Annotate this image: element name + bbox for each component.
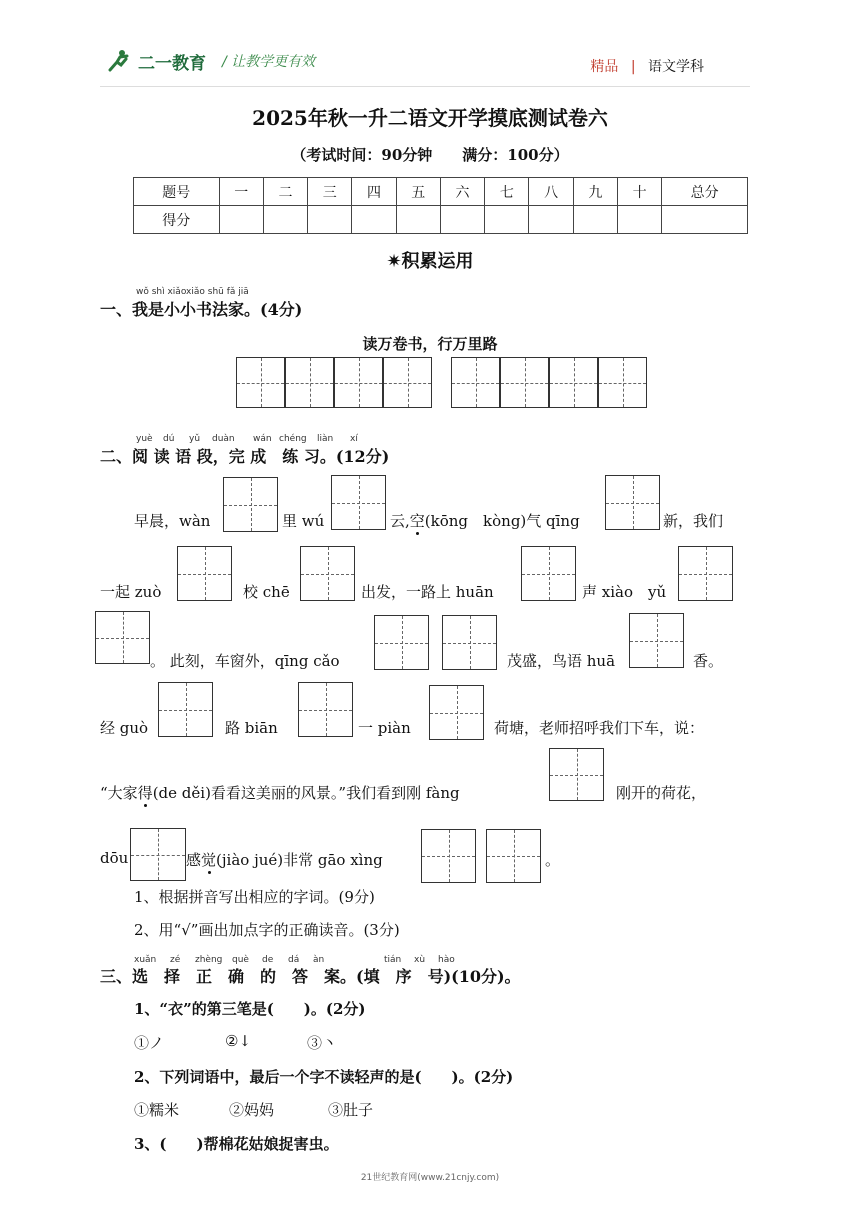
passage-text: [186, 849, 383, 870]
q2-pinyin: xí: [350, 434, 358, 444]
score-cell[interactable]: [529, 206, 573, 234]
score-cell[interactable]: [396, 206, 440, 234]
passage-text: 出发，一路上 huān: [361, 583, 494, 601]
q2-pinyin: wán: [253, 434, 272, 444]
q3-pinyin: xuǎn: [134, 955, 157, 965]
table-row: [134, 206, 748, 234]
option[interactable]: ①ノ: [134, 1034, 165, 1052]
q3-pinyin: dá: [288, 955, 300, 965]
q2-pinyin: chéng: [279, 434, 307, 444]
passage-text: (kōng kòng)气 qīng: [424, 512, 580, 530]
writing-box[interactable]: [383, 357, 432, 408]
table-cell: 六: [440, 178, 484, 206]
passage-text: dōu: [100, 849, 129, 867]
table-cell: 得分: [134, 206, 220, 234]
writing-box[interactable]: [500, 357, 549, 408]
passage-text: 声 xiào yǔ: [582, 583, 667, 601]
passage-text: 。: [545, 851, 561, 869]
dotted-char: 空: [409, 512, 425, 530]
q3-title: 三、选 择 正 确 的 答 案。(填 序 号)(10分)。: [100, 967, 521, 986]
footer-source: 21世纪教育网(www.21cnjy.com): [360, 1173, 500, 1183]
option[interactable]: ②↓: [225, 1032, 252, 1050]
table-cell: 十: [617, 178, 661, 206]
table-cell: 九: [573, 178, 617, 206]
answer-box[interactable]: [331, 475, 386, 530]
q3-pinyin: zé: [170, 955, 181, 965]
score-cell[interactable]: [662, 206, 748, 234]
q3-s1: 1、“衣”的第三笔是( )。(2分): [134, 1000, 366, 1018]
dotted-char: 得: [137, 784, 153, 802]
writing-box[interactable]: [334, 357, 383, 408]
q1-pinyin: wǒ shì xiǎoxiǎo shū fǎ jiā: [136, 287, 249, 297]
q2-pinyin: yuè: [136, 434, 153, 444]
q3-pinyin: de: [262, 955, 274, 965]
option[interactable]: ①糯米: [134, 1101, 180, 1119]
table-cell: 三: [308, 178, 352, 206]
q2-sub1: 1、根据拼音写出相应的字词。(9分): [134, 888, 375, 906]
passage-text: 里 wú: [282, 512, 325, 530]
passage-text: 经 guò: [100, 719, 149, 737]
passage-text: 新，我们: [663, 512, 724, 530]
option[interactable]: ②妈妈: [229, 1101, 275, 1119]
answer-box[interactable]: [223, 477, 278, 532]
runner-icon: [106, 48, 132, 74]
q3-pinyin: xù: [414, 955, 426, 965]
passage-text: 路 biān: [225, 719, 278, 737]
writing-box[interactable]: [598, 357, 647, 408]
q2-pinyin: liàn: [317, 434, 334, 444]
q2-pinyin: dú: [163, 434, 175, 444]
table-cell: 二: [263, 178, 307, 206]
score-cell[interactable]: [440, 206, 484, 234]
section-heading: ✷积累运用: [386, 251, 474, 272]
separator: |: [630, 59, 636, 75]
score-cell[interactable]: [263, 206, 307, 234]
score-cell[interactable]: [573, 206, 617, 234]
q1-title: 一、我是小小书法家。(4分): [100, 300, 303, 319]
answer-box[interactable]: [177, 546, 232, 601]
score-table: [133, 177, 748, 234]
writing-box[interactable]: [549, 357, 598, 408]
q3-pinyin: què: [232, 955, 249, 965]
writing-box[interactable]: [285, 357, 334, 408]
table-cell: 八: [529, 178, 573, 206]
exam-info: （考试时间：90分钟 满分：100分）: [291, 146, 569, 164]
answer-box[interactable]: [605, 475, 660, 530]
passage-text: 茂盛，鸟语 huā: [507, 652, 616, 670]
passage-text: 一起 zuò: [100, 583, 162, 601]
writing-box[interactable]: [451, 357, 500, 408]
table-cell: 七: [485, 178, 529, 206]
logo-text: 二一教育: [138, 53, 206, 74]
option[interactable]: ③肚子: [328, 1101, 374, 1119]
answer-box[interactable]: [521, 546, 576, 601]
answer-box[interactable]: [629, 613, 684, 668]
score-cell[interactable]: [617, 206, 661, 234]
table-cell: 四: [352, 178, 396, 206]
score-cell[interactable]: [485, 206, 529, 234]
passage-text: (de děi)看看这美丽的风景。”我们看到刚 fàng: [152, 784, 460, 802]
answer-box[interactable]: [429, 685, 484, 740]
passage-text: 香。: [693, 652, 724, 670]
passage-text: 感: [186, 851, 202, 869]
answer-box[interactable]: [442, 615, 497, 670]
quality-tag: 精品: [590, 59, 619, 75]
page-title: 2025年秋一升二语文开学摸底测试卷六: [252, 106, 608, 130]
answer-box[interactable]: [374, 615, 429, 670]
table-cell: 一: [219, 178, 263, 206]
passage-text: 。 此刻，车窗外，qīng cǎo: [150, 652, 340, 670]
passage-text: “大家: [100, 784, 138, 802]
slogan: / 让教学更有效: [222, 54, 316, 70]
answer-box[interactable]: [158, 682, 213, 737]
q3-pinyin: hào: [438, 955, 455, 965]
header-tags: [590, 56, 704, 76]
subject-tag: 语文学科: [648, 59, 704, 75]
q3-pinyin: tián: [384, 955, 402, 965]
answer-box[interactable]: [549, 748, 604, 801]
passage-text: 一 piàn: [358, 719, 411, 737]
score-cell[interactable]: [219, 206, 263, 234]
passage-text: 荷塘，老师招呼我们下车，说：: [494, 719, 705, 737]
q2-title: 二、阅 读 语 段，完 成 练 习。(12分): [100, 447, 390, 466]
q3-s2: 2、下列词语中，最后一个字不读轻声的是( )。(2分): [134, 1068, 514, 1086]
passage-text: 早晨，wàn: [134, 512, 211, 530]
passage-text: 云,: [390, 512, 410, 530]
q3-s3: 3、( )帮棉花姑娘捉害虫。: [134, 1135, 339, 1153]
answer-box[interactable]: [421, 829, 476, 883]
passage-text: [390, 510, 580, 531]
passage-text: 刚开的荷花，: [616, 784, 707, 802]
table-cell: 五: [396, 178, 440, 206]
dotted-char: 觉: [201, 851, 217, 869]
option[interactable]: ③丶: [307, 1034, 338, 1052]
answer-box[interactable]: [298, 682, 353, 737]
q2-pinyin: duàn: [212, 434, 235, 444]
q2-pinyin: yǔ: [189, 434, 201, 444]
table-cell: 题号: [134, 178, 220, 206]
passage-text: (jiào jué)非常 gāo xìng: [216, 851, 383, 869]
header-divider: [100, 86, 750, 87]
brand-logo: [106, 48, 315, 74]
passage-text: [100, 782, 460, 803]
score-cell[interactable]: [308, 206, 352, 234]
answer-box[interactable]: [130, 828, 186, 881]
answer-box[interactable]: [95, 611, 150, 664]
passage-text: 校 chē: [243, 583, 290, 601]
q3-pinyin: zhèng: [195, 955, 223, 965]
calligraphy-phrase: 读万卷书，行万里路: [362, 335, 498, 353]
answer-box[interactable]: [486, 829, 541, 883]
q3-pinyin: àn: [313, 955, 325, 965]
table-row: [134, 178, 748, 206]
score-cell[interactable]: [352, 206, 396, 234]
q2-sub2: 2、用“√”画出加点字的正确读音。(3分): [134, 921, 400, 939]
answer-box[interactable]: [300, 546, 355, 601]
table-cell: 总分: [662, 178, 748, 206]
writing-box[interactable]: [236, 357, 285, 408]
answer-box[interactable]: [678, 546, 733, 601]
